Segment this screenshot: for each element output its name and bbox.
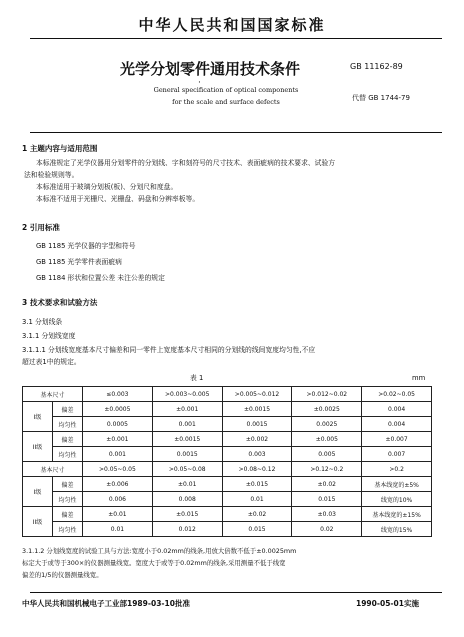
table-caption: 表 1 — [190, 374, 204, 382]
clause-3-1-1-2: 3.1.1.2 分划线宽度的试验工具与方法:宽度小于0.02mm的线条,用放大倍数不低于±0.0025mm — [22, 547, 297, 555]
table-cell: ±0.006 — [83, 477, 153, 492]
table-cell: ±0.0015 — [152, 432, 222, 447]
table-cell: ±0.001 — [83, 432, 153, 447]
table-cell: ±0.001 — [152, 402, 222, 417]
header-rule — [30, 38, 442, 39]
table-cell: 0.004 — [362, 417, 432, 432]
table-cell: 0.008 — [152, 492, 222, 507]
table-cell: 0.01 — [222, 492, 292, 507]
table-cell: 线宽的15% — [362, 522, 432, 537]
standard-header: 中华人民共和国国家标准 — [138, 16, 326, 34]
table-cell: ±0.01 — [83, 507, 153, 522]
table-cell: 0.005 — [292, 447, 362, 462]
table-cell: ±0.005 — [292, 432, 362, 447]
table-cell: 0.001 — [152, 417, 222, 432]
table-cell: 偏差 — [53, 432, 83, 447]
table-cell: 0.003 — [222, 447, 292, 462]
grade-cell: I级 — [23, 477, 53, 507]
table-header-cell: >0.003~0.005 — [152, 387, 222, 402]
table-cell: 0.015 — [292, 492, 362, 507]
table-cell: 均匀性 — [53, 492, 83, 507]
table-cell: 0.0015 — [222, 417, 292, 432]
table-cell: 0.0005 — [83, 417, 153, 432]
table-cell: 基本线宽的±5% — [362, 477, 432, 492]
title-dot: · — [198, 78, 201, 88]
table-row — [23, 477, 432, 492]
table-cell: 基本线宽的±15% — [362, 507, 432, 522]
title-rule — [30, 132, 442, 133]
grade-cell: II级 — [23, 432, 53, 462]
standard-number: GB 11162-89 — [350, 62, 403, 71]
reference-item: GB 1185 光学零件表面疵病 — [36, 258, 122, 266]
table-cell: ±0.007 — [362, 432, 432, 447]
grade-cell: I级 — [23, 402, 53, 432]
table-cell: 0.015 — [222, 522, 292, 537]
table-row — [23, 492, 432, 507]
table-cell: ±0.002 — [222, 432, 292, 447]
approval-note: 中华人民共和国机械电子工业部1989-03-10批准 — [22, 599, 190, 608]
table-cell: 0.0015 — [152, 447, 222, 462]
table-header-cell: 基本尺寸 — [23, 387, 83, 402]
table-cell: ±0.03 — [292, 507, 362, 522]
table-cell: 0.001 — [83, 447, 153, 462]
table-cell: ±0.0025 — [292, 402, 362, 417]
table-header-cell: >0.005~0.012 — [222, 387, 292, 402]
table-header-cell: >0.12~0.2 — [292, 462, 362, 477]
footer-rule — [30, 592, 442, 593]
table-cell: ±0.0005 — [83, 402, 153, 417]
table-cell: 0.006 — [83, 492, 153, 507]
table-cell: 0.0025 — [292, 417, 362, 432]
table-header-cell: ≤0.003 — [83, 387, 153, 402]
reference-item: GB 1185 光学仪器的字型和符号 — [36, 242, 136, 250]
table-header-cell: >0.08~0.12 — [222, 462, 292, 477]
table-cell: ±0.02 — [222, 507, 292, 522]
table-cell: ±0.01 — [152, 477, 222, 492]
table-header-cell: >0.02~0.05 — [362, 387, 432, 402]
table-row — [23, 447, 432, 462]
clause-3-1-1-2-cont: 偏差的1/5的仪器测量线宽。 — [22, 571, 103, 579]
table-cell: 均匀性 — [53, 522, 83, 537]
table-cell: 0.01 — [83, 522, 153, 537]
english-title-line1: General specification of optical components — [153, 86, 299, 94]
table-cell: ±0.015 — [152, 507, 222, 522]
effective-date: 1990-05-01实施 — [356, 599, 419, 608]
document-title: 光学分划零件通用技术条件 — [119, 60, 300, 78]
section-1-scope: 本标准适用于玻璃分划板(板)、分划尺和度盘。 — [36, 183, 178, 191]
table-header-cell: 基本尺寸 — [23, 462, 83, 477]
english-title-line2: for the scale and surface defects — [172, 98, 280, 106]
table-cell: 0.007 — [362, 447, 432, 462]
table-cell: 0.02 — [292, 522, 362, 537]
section-1-paragraph: 本标准规定了光学仪器用分划零件的分划线、字和刻符号的尺寸技术、表面疵病的技术要求、试验方 — [36, 159, 336, 167]
table-header-row — [23, 462, 432, 477]
table-cell: 0.012 — [152, 522, 222, 537]
table-row — [23, 507, 432, 522]
table-cell: 均匀性 — [53, 447, 83, 462]
table-row — [23, 522, 432, 537]
reference-item: GB 1184 形状和位置公差 未注公差的规定 — [36, 274, 165, 282]
clause-3-1-heading: 3.1 分划线条 — [22, 318, 63, 326]
section-1-paragraph-cont: 法和检验规则等。 — [24, 171, 79, 179]
table-cell: ±0.02 — [292, 477, 362, 492]
table-cell: 偏差 — [53, 402, 83, 417]
table-cell: 线宽的10% — [362, 492, 432, 507]
table-header-cell: >0.05~0.05 — [83, 462, 153, 477]
clause-3-1-1-2-cont: 标定大于或等于300×的仪器测量线宽。宽度大于或等于0.02mm的线条,采用测量不低于线宽 — [22, 559, 286, 567]
table-cell: 0.004 — [362, 402, 432, 417]
table-header-row — [23, 387, 432, 402]
table-header-cell: >0.012~0.02 — [292, 387, 362, 402]
table-header-cell: >0.05~0.08 — [152, 462, 222, 477]
grade-cell: II级 — [23, 507, 53, 537]
table-row — [23, 417, 432, 432]
table-cell: 偏差 — [53, 507, 83, 522]
clause-3-1-1-heading: 3.1.1 分划线宽度 — [22, 332, 76, 340]
table-cell: 均匀性 — [53, 417, 83, 432]
section-1-heading: 1 主题内容与适用范围 — [22, 144, 98, 153]
replaces-note: 代替 GB 1744-79 — [352, 94, 410, 102]
section-2-heading: 2 引用标准 — [22, 223, 60, 232]
table-unit: mm — [412, 374, 426, 382]
table-header-cell: >0.2 — [362, 462, 432, 477]
table-row — [23, 432, 432, 447]
table-row — [23, 402, 432, 417]
table-cell: ±0.0015 — [222, 402, 292, 417]
section-3-heading: 3 技术要求和试验方法 — [22, 298, 98, 307]
section-1-exclusion: 本标准不适用于光栅尺、光栅盘、码盘和分辨率板等。 — [36, 195, 200, 203]
clause-3-1-1-1: 3.1.1.1 分划线宽度基本尺寸偏差和同一零件上宽度基本尺寸相同的分划线的线间宽度均匀性,不应 — [22, 346, 316, 354]
table-cell: ±0.015 — [222, 477, 292, 492]
table-cell: 偏差 — [53, 477, 83, 492]
clause-3-1-1-1-cont: 超过表1中的规定。 — [22, 358, 81, 366]
line-width-table — [22, 386, 432, 537]
